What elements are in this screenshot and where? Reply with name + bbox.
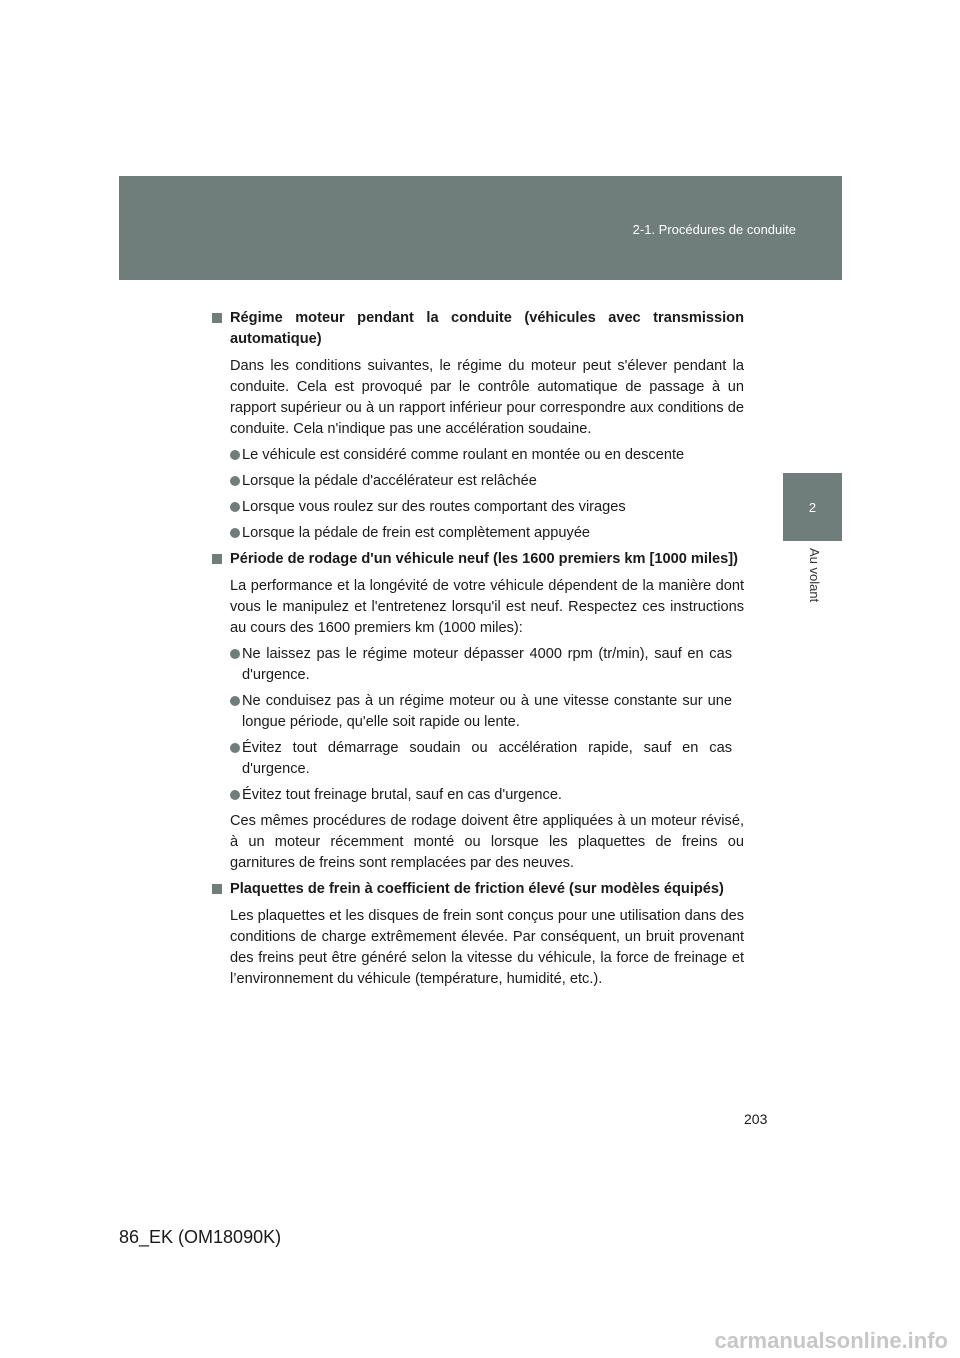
round-bullet-icon: [230, 649, 240, 659]
round-bullet-icon: [230, 743, 240, 753]
chapter-tab: [783, 473, 842, 541]
watermark: carmanualsonline.info: [714, 1328, 948, 1353]
bullet-list: [212, 644, 744, 806]
list-item: [230, 785, 744, 806]
round-bullet-icon: [230, 502, 240, 512]
section-header-title: 2-1. Procédures de conduite: [632, 222, 796, 237]
list-item: [230, 523, 744, 544]
paragraph: Les plaquettes et les disques de frein sont conçus pour une utilisation dans des conditions de charge extrêmement élevée. Par conséquent, un bruit provenant des freins peut être généré selon la vitesse du véhicule, la force de freinage et l’environnement du véhicule (température, humidité, etc.).: [230, 908, 744, 987]
square-bullet-icon: [212, 313, 222, 323]
page-number: 203: [744, 1111, 768, 1127]
section-engine-speed: [212, 308, 744, 544]
header-band: [119, 176, 842, 280]
section-title-text: Plaquettes de frein à coefficient de friction élevé (sur modèles équipés): [230, 881, 724, 897]
document-code: 86_EK (OM18090K): [119, 1227, 282, 1247]
list-item-text: Le véhicule est considéré comme roulant en montée ou en descente: [242, 447, 685, 463]
square-bullet-icon: [212, 884, 222, 894]
list-item: [230, 471, 744, 492]
round-bullet-icon: [230, 450, 240, 460]
bullet-list: [212, 445, 744, 544]
section-brake-pads: [212, 879, 744, 990]
round-bullet-icon: [230, 790, 240, 800]
section-title: [212, 549, 744, 570]
round-bullet-icon: [230, 528, 240, 538]
section-title-text: Régime moteur pendant la conduite (véhicules avec transmission automatique): [230, 310, 744, 347]
list-item-text: Lorsque la pédale de frein est complètement appuyée: [242, 525, 591, 541]
list-item: [230, 497, 744, 518]
section-title-text: Période de rodage d'un véhicule neuf (les 1600 premiers km [1000 miles]): [230, 551, 738, 567]
page-content: [212, 308, 744, 995]
section-break-in: [212, 549, 744, 874]
list-item: [230, 691, 744, 733]
list-item-text: Ne conduisez pas à un régime moteur ou à une vitesse constante sur une longue période, qu'elle soit rapide ou lente.: [242, 693, 732, 730]
square-bullet-icon: [212, 554, 222, 564]
list-item: [230, 738, 744, 780]
paragraph: La performance et la longévité de votre véhicule dépendent de la manière dont vous le manipulez et l'entretenez lorsqu'il est neuf. Respectez ces instructions au cours des 1600 premiers km (1000 miles):: [230, 578, 744, 636]
list-item-text: Lorsque vous roulez sur des routes comportant des virages: [242, 499, 626, 515]
section-title: [212, 879, 744, 900]
list-item: [230, 644, 744, 686]
paragraph: Ces mêmes procédures de rodage doivent être appliquées à un moteur révisé, à un moteur récemment monté ou lorsque les plaquettes de freins ou garnitures de freins sont remplacées par des neuves.: [230, 813, 744, 871]
section-title: [212, 308, 744, 350]
list-item-text: Évitez tout démarrage soudain ou accélération rapide, sauf en cas d'urgence.: [242, 740, 732, 777]
round-bullet-icon: [230, 476, 240, 486]
list-item-text: Ne laissez pas le régime moteur dépasser 4000 rpm (tr/min), sauf en cas d'urgence.: [242, 646, 732, 683]
paragraph: Dans les conditions suivantes, le régime du moteur peut s'élever pendant la conduite. Cela est provoqué par le contrôle automatique de passage à un rapport supérieur ou à un rapport inférieur pour correspondre aux conditions de conduite. Cela n'indique pas une accélération soudaine.: [230, 358, 744, 437]
list-item-text: Lorsque la pédale d'accélérateur est relâchée: [242, 473, 537, 489]
round-bullet-icon: [230, 696, 240, 706]
chapter-number: 2: [808, 499, 817, 515]
list-item-text: Évitez tout freinage brutal, sauf en cas d'urgence.: [242, 787, 562, 803]
list-item: [230, 445, 744, 466]
chapter-label: Au volant: [807, 548, 822, 603]
